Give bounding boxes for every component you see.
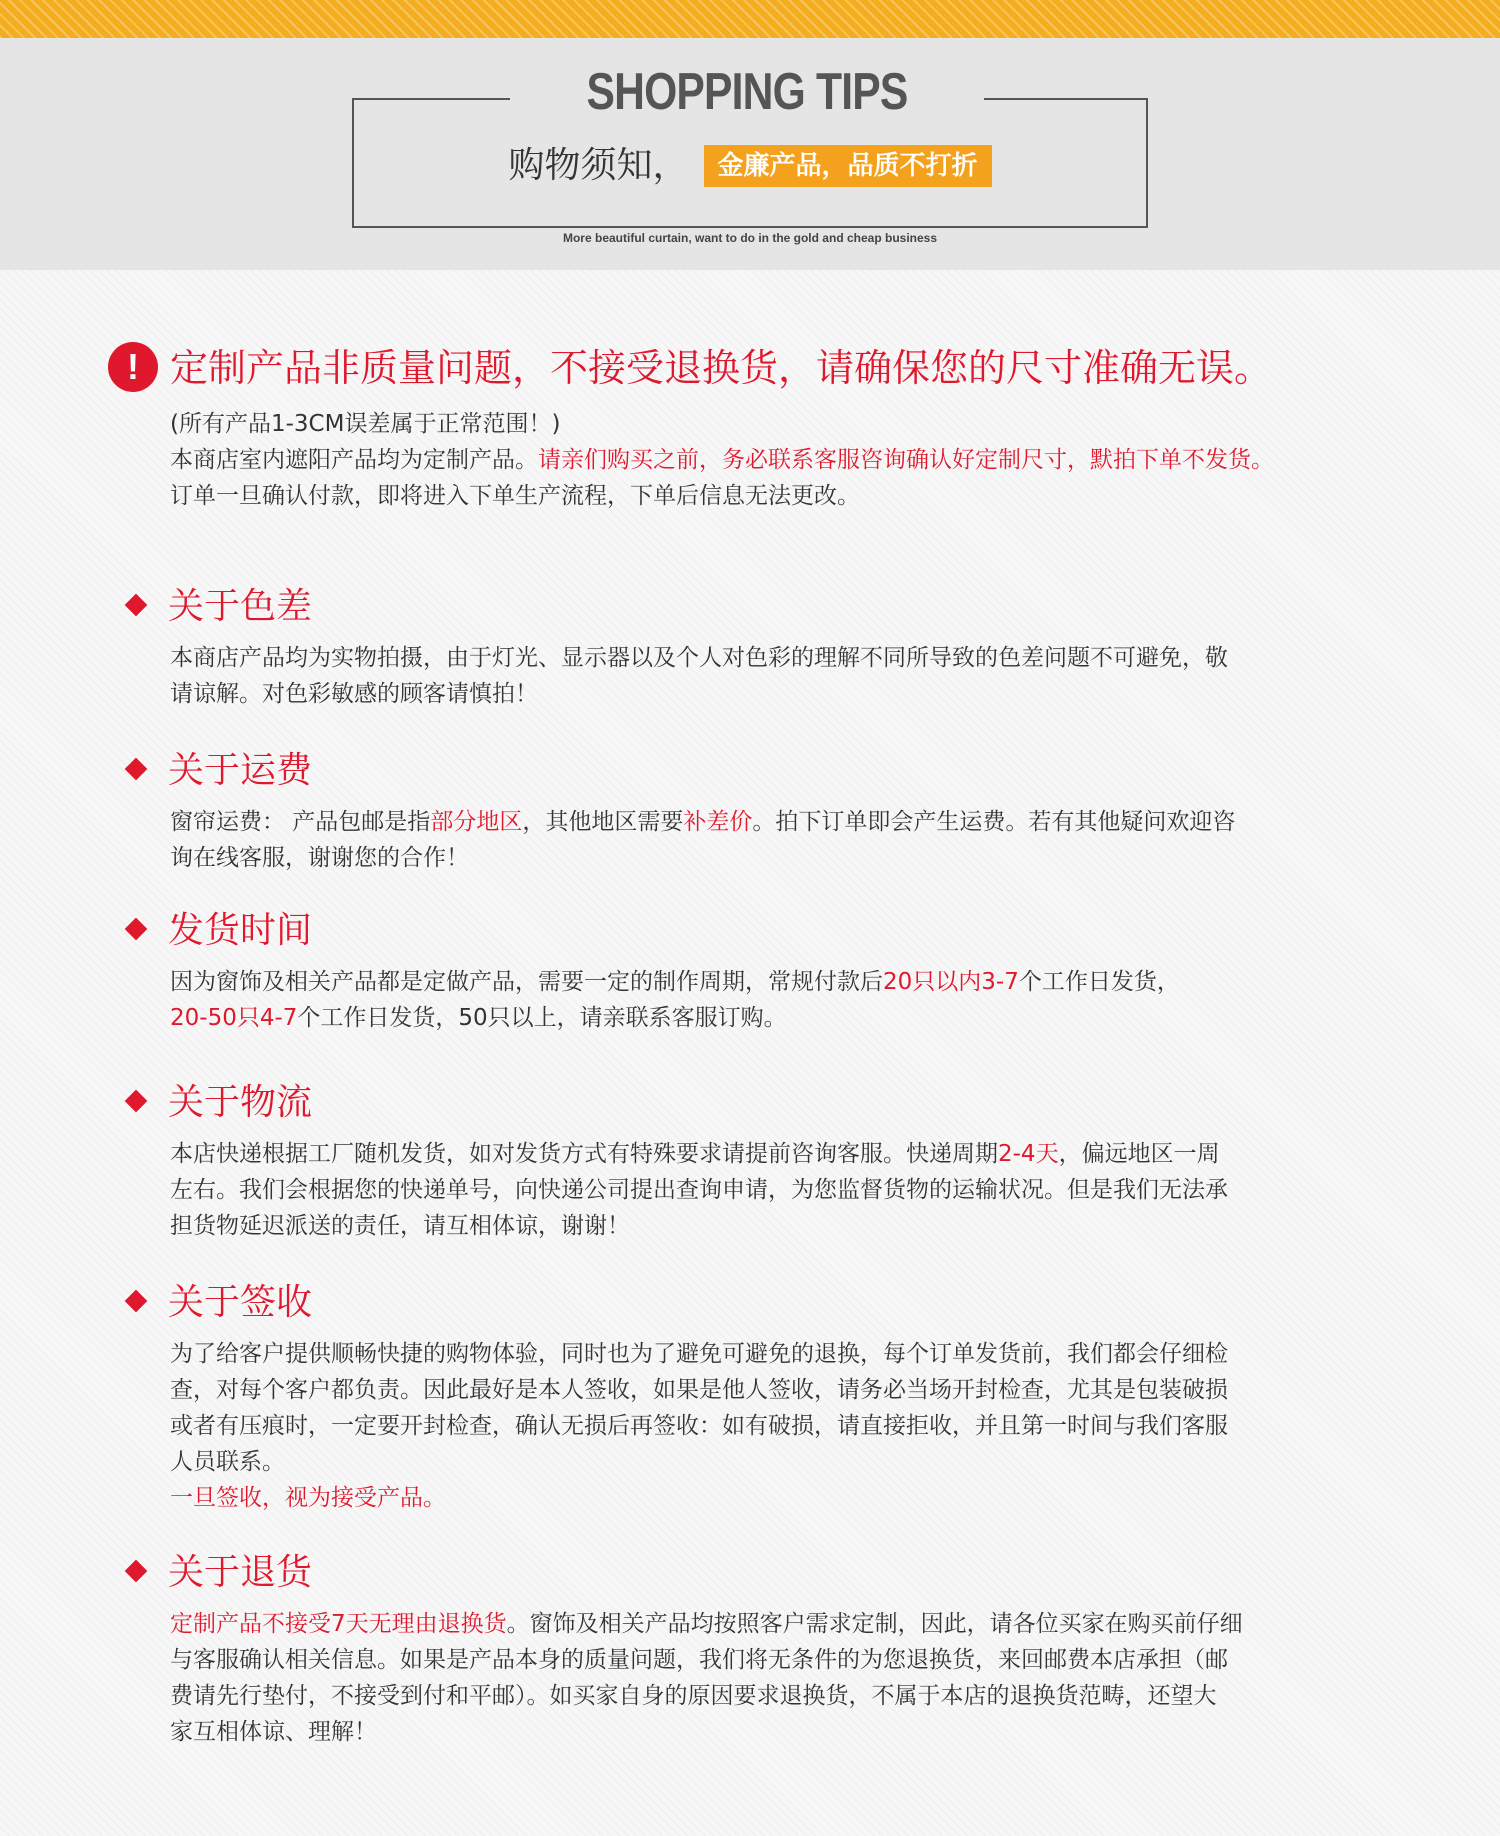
- highlight-run: 20只以内3-7: [883, 969, 1019, 995]
- section-logistics-line: 担货物延迟派送的责任，请互相体谅，谢谢！: [170, 1213, 630, 1239]
- highlight-run: 部分地区: [430, 809, 523, 835]
- highlight-run: 定制产品不接受7天无理由退换货: [170, 1611, 507, 1637]
- section-color-body: [170, 640, 1400, 712]
- section-returns-line: 与客服确认相关信息。如果是产品本身的质量问题，我们将无条件的为您退换货，来回邮费本店承担（邮: [170, 1647, 1228, 1673]
- top-stripe-banner: [0, 0, 1500, 38]
- header-frame-top-right: [984, 98, 1148, 100]
- section-logistics-body: [170, 1136, 1400, 1244]
- section-returns-line: 费请先行垫付，不接受到付和平邮）。如买家自身的原因要求退换货，不属于本店的退换货范畴，还望大: [170, 1683, 1217, 1709]
- section-color-heading: [122, 582, 922, 632]
- section-sign-line: 人员联系。: [170, 1449, 285, 1475]
- text-run: 窗帘运费： 产品包邮是指: [170, 809, 431, 835]
- section-shipping-fee-line: [170, 804, 1400, 840]
- header-frame-top-left: [352, 98, 510, 100]
- warning-line-2-highlight: 请亲们购买之前，务必联系客服咨询确认好定制尺寸，默拍下单不发货。: [538, 447, 1274, 473]
- header-subline: [352, 140, 1148, 190]
- text-run: 因为窗饰及相关产品都是定做产品，需要一定的制作周期，常规付款后: [170, 969, 883, 995]
- text-run: ，偏远地区一周: [1058, 1141, 1220, 1167]
- warning-line-3: 订单一旦确认付款，即将进入下单生产流程，下单后信息无法更改。: [170, 483, 860, 509]
- highlight-run: 2-4天: [998, 1141, 1059, 1167]
- section-returns-line: [170, 1606, 1400, 1642]
- section-sign-body: [170, 1336, 1400, 1516]
- header-subtitle-en: More beautiful curtain, want to do in the gold and cheap business: [562, 231, 938, 245]
- warning-line-2: [170, 442, 1400, 478]
- section-sign-highlight: 一旦签收，视为接受产品。: [170, 1485, 446, 1511]
- section-sign-title: 关于签收: [168, 1282, 313, 1323]
- diamond-bullet-icon: [125, 1290, 148, 1313]
- warning-headline: 定制产品非质量问题，不接受退换货，请确保您的尺寸准确无误。: [170, 346, 1273, 390]
- warning-headline-row: [108, 342, 1488, 394]
- section-returns-line: 家互相体谅、理解！: [170, 1719, 377, 1745]
- text-run: 个工作日发货，: [1018, 969, 1180, 995]
- section-returns-heading: [122, 1548, 922, 1598]
- section-shipping-fee-title: 关于运费: [168, 750, 313, 791]
- section-returns-body: [170, 1606, 1400, 1750]
- text-run: 本店快递根据工厂随机发货，如对发货方式有特殊要求请提前咨询客服。快递周期: [170, 1141, 998, 1167]
- section-color-line: 请谅解。对色彩敏感的顾客请慎拍！: [170, 681, 538, 707]
- section-sign-line: 为了给客户提供顺畅快捷的购物体验，同时也为了避免可避免的退换，每个订单发货前，我们都会仔细检: [170, 1341, 1228, 1367]
- highlight-run: 20-50只4-7: [170, 1005, 298, 1031]
- section-sign-heading: [122, 1278, 922, 1328]
- diamond-bullet-icon: [125, 594, 148, 617]
- header-badge: 金廉产品，品质不打折: [704, 145, 992, 187]
- exclamation-icon: !: [108, 342, 158, 392]
- warning-paragraph: [170, 406, 1400, 514]
- section-color-line: 本商店产品均为实物拍摄，由于灯光、显示器以及个人对色彩的理解不同所导致的色差问题不可避免，敬: [170, 645, 1228, 671]
- diamond-bullet-icon: [125, 1560, 148, 1583]
- diamond-bullet-icon: [125, 758, 148, 781]
- section-delivery-time-title: 发货时间: [168, 910, 313, 951]
- section-color-title: 关于色差: [168, 586, 313, 627]
- section-delivery-time-body: [170, 964, 1400, 1036]
- diamond-bullet-icon: [125, 918, 148, 941]
- section-returns-title: 关于退货: [168, 1552, 313, 1593]
- section-logistics-line: 左右。我们会根据您的快递单号，向快递公司提出查询申请，为您监督货物的运输状况。但是我们无法承: [170, 1177, 1228, 1203]
- diamond-bullet-icon: [125, 1090, 148, 1113]
- section-sign-line: 或者有压痕时，一定要开封检查，确认无损后再签收：如有破损，请直接拒收，并且第一时间与我们客服: [170, 1413, 1228, 1439]
- warning-line-1: (所有产品1-3CM误差属于正常范围！): [170, 411, 561, 437]
- header-title-cn: 购物须知，: [508, 144, 689, 186]
- section-logistics-line: [170, 1136, 1400, 1172]
- section-logistics-heading: [122, 1078, 922, 1128]
- section-sign-line: 查，对每个客户都负责。因此最好是本人签收，如果是他人签收，请务必当场开封检查，尤其是包装破损: [170, 1377, 1228, 1403]
- section-logistics-title: 关于物流: [168, 1082, 313, 1123]
- warning-line-2-text: 本商店室内遮阳产品均为定制产品。: [170, 447, 538, 473]
- text-run: 。拍下订单即会产生运费。若有其他疑问欢迎咨: [752, 809, 1236, 835]
- section-delivery-time-line: [170, 964, 1400, 1000]
- section-shipping-fee-line: 询在线客服，谢谢您的合作！: [170, 845, 469, 871]
- section-shipping-fee-heading: [122, 746, 922, 796]
- highlight-run: 补差价: [683, 809, 753, 835]
- header-title-en: SHOPPING TIPS: [586, 63, 908, 121]
- text-run: ，其他地区需要: [522, 809, 684, 835]
- header-band: [0, 38, 1500, 270]
- section-delivery-time-heading: [122, 906, 922, 956]
- section-delivery-time-line: [170, 1000, 1400, 1036]
- section-shipping-fee-body: [170, 804, 1400, 876]
- text-run: 个工作日发货，50只以上，请亲联系客服订购。: [297, 1005, 787, 1031]
- text-run: 。窗饰及相关产品均按照客户需求定制，因此，请各位买家在购买前仔细: [506, 1611, 1243, 1637]
